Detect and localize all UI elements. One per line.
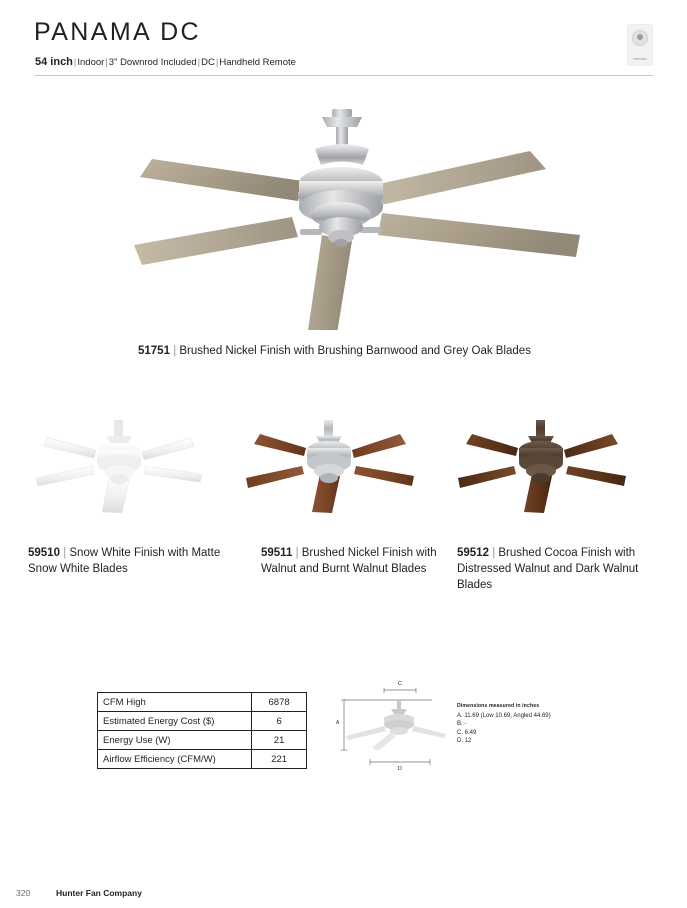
dimension-line-c: C. 6.49 [457,729,477,736]
variant-description: Brushed Cocoa Finish with Distressed Walnut and Dark Walnut Blades [457,547,639,591]
variant-image-59511 [228,408,428,536]
dimension-label-d: D [398,766,402,772]
variant-caption-59511 [261,545,461,577]
variant-sku: 59512 [457,547,489,559]
hero-product-image [60,95,620,330]
variant-description: Snow White Finish with Matte Snow White Blades [28,547,221,575]
footer-brand: Hunter Fan Company [56,888,142,898]
table-row [98,731,307,750]
variant-caption-59512 [457,545,657,593]
spec-value: 6 [252,712,307,731]
variant-sku: 59511 [261,547,293,559]
variant-separator: | [492,547,496,559]
spec-label: Estimated Energy Cost ($) [98,712,252,731]
table-row [98,750,307,769]
separator-1: | [73,57,77,68]
performance-spec-table [97,692,307,769]
spec-downrod: 3" Downrod Included [108,57,197,68]
header-divider [34,75,653,76]
spec-indoor: Indoor [77,57,105,68]
page-number: 320 [16,888,31,898]
spec-value: 6878 [252,693,307,712]
table-row [98,693,307,712]
table-row [98,712,307,731]
remote-dial-center-icon [637,34,643,40]
dimension-notes-heading: Dimensions measured in inches [457,703,540,709]
dimension-line-b: B. - [457,721,467,728]
variant-sku: 59510 [28,547,60,559]
spec-label: Energy Use (W) [98,731,252,750]
spec-label: Airflow Efficiency (CFM/W) [98,750,252,769]
separator-4: | [215,57,219,68]
spec-label: CFM High [98,693,252,712]
spec-value: 221 [252,750,307,769]
handheld-remote-icon [627,24,653,66]
variant-row [0,408,687,591]
dimension-diagram [322,681,452,776]
variant-separator: | [63,547,67,559]
spec-motor: DC [201,57,215,68]
separator-3: | [197,57,201,68]
hero-caption [138,343,558,360]
spec-control: Handheld Remote [219,57,296,68]
hero-separator: | [173,345,177,357]
fan-size: 54 inch [35,56,73,68]
hero-sku: 51751 [138,345,170,357]
dimension-line-d: D. 12 [457,738,472,745]
variant-image-59512 [440,408,640,536]
variant-description: Brushed Nickel Finish with Walnut and Burnt Walnut Blades [261,547,437,575]
variant-separator: | [295,547,299,559]
dimension-notes [457,702,607,746]
hero-description: Brushed Nickel Finish with Brushing Barnwood and Grey Oak Blades [179,345,531,357]
variant-image-59510 [18,408,218,536]
spec-value: 21 [252,731,307,750]
dimension-line-a: A. 11.69 (Low 10.69, Angled 44.69) [457,712,551,719]
page-subtitle [35,56,296,68]
remote-badge-label: remote [633,56,647,61]
svg-text:A: A [336,720,340,726]
separator-2: | [105,57,108,68]
dimension-label-c: C [398,681,402,687]
variant-caption-59510 [28,545,228,577]
page-title: PANAMA DC [34,18,201,46]
